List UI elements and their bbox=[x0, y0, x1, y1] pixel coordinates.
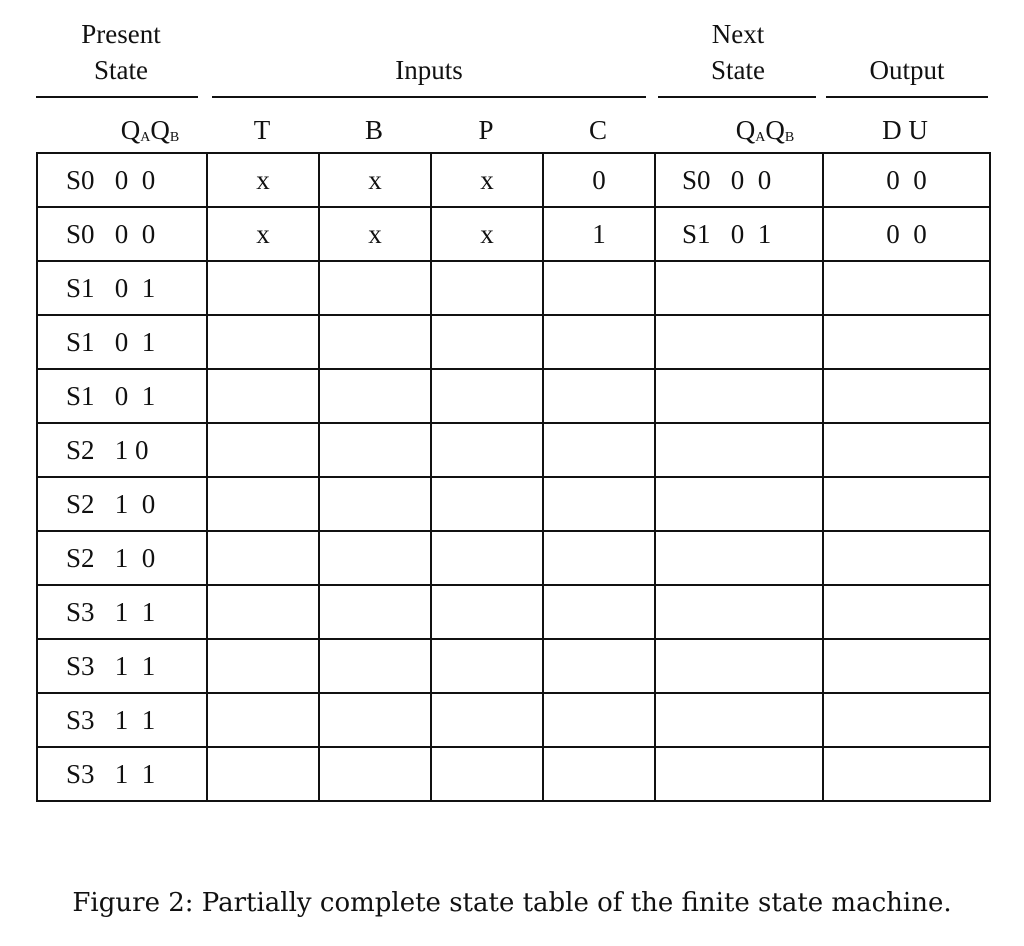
output-cell bbox=[823, 531, 990, 585]
output-cell bbox=[823, 585, 990, 639]
input-t-cell bbox=[207, 369, 319, 423]
table-row bbox=[37, 585, 990, 639]
present-qaqb-label: QAQB bbox=[120, 115, 180, 145]
present-state-cell: S1 0 1 bbox=[37, 369, 207, 423]
next-state-cell bbox=[655, 423, 823, 477]
present-state-cell: S3 1 1 bbox=[37, 585, 207, 639]
next-state-header bbox=[658, 16, 818, 88]
next-state-cell bbox=[655, 531, 823, 585]
input-c-cell bbox=[543, 639, 655, 693]
next-state-cell bbox=[655, 747, 823, 801]
next-state-cell bbox=[655, 693, 823, 747]
input-t-cell bbox=[207, 747, 319, 801]
input-c-cell: 1 bbox=[543, 207, 655, 261]
present-state-header-line1: Present bbox=[81, 19, 161, 49]
table-row bbox=[37, 531, 990, 585]
figure-caption: Figure 2: Partially complete state table of the finite state machine. bbox=[72, 888, 952, 918]
input-t-cell bbox=[207, 261, 319, 315]
present-state-header bbox=[36, 16, 206, 88]
input-t-cell bbox=[207, 531, 319, 585]
output-cell: 0 0 bbox=[823, 153, 990, 207]
output-rule bbox=[826, 96, 988, 98]
table-row bbox=[37, 369, 990, 423]
output-cell bbox=[823, 315, 990, 369]
input-p-cell bbox=[431, 261, 543, 315]
table-row bbox=[37, 639, 990, 693]
output-cell bbox=[823, 369, 990, 423]
present-state-rule bbox=[36, 96, 198, 98]
input-p-cell bbox=[431, 639, 543, 693]
input-c-cell bbox=[543, 369, 655, 423]
input-b-cell bbox=[319, 747, 431, 801]
table-row bbox=[37, 261, 990, 315]
input-b-cell bbox=[319, 261, 431, 315]
input-b-cell bbox=[319, 639, 431, 693]
present-state-cell: S2 1 0 bbox=[37, 423, 207, 477]
present-state-cell: S1 0 1 bbox=[37, 315, 207, 369]
input-c-cell bbox=[543, 261, 655, 315]
input-p-cell bbox=[431, 531, 543, 585]
table-row bbox=[37, 153, 990, 207]
output-cell bbox=[823, 477, 990, 531]
present-state-cell: S2 1 0 bbox=[37, 531, 207, 585]
next-state-cell bbox=[655, 369, 823, 423]
next-state-cell bbox=[655, 315, 823, 369]
input-t-cell bbox=[207, 423, 319, 477]
output-cell: 0 0 bbox=[823, 207, 990, 261]
output-header: Output bbox=[869, 55, 945, 85]
input-t-label: T bbox=[253, 115, 271, 145]
output-cell bbox=[823, 747, 990, 801]
input-b-cell bbox=[319, 477, 431, 531]
table-row bbox=[37, 477, 990, 531]
present-state-cell: S1 0 1 bbox=[37, 261, 207, 315]
input-b-label: B bbox=[364, 115, 383, 145]
next-state-cell bbox=[655, 585, 823, 639]
input-c-cell: 0 bbox=[543, 153, 655, 207]
present-state-cell: S3 1 1 bbox=[37, 747, 207, 801]
input-t-cell bbox=[207, 477, 319, 531]
output-cell bbox=[823, 693, 990, 747]
input-b-cell: x bbox=[319, 207, 431, 261]
input-p-label: P bbox=[478, 115, 494, 145]
input-p-cell bbox=[431, 747, 543, 801]
input-t-cell: x bbox=[207, 153, 319, 207]
next-state-cell: S1 0 1 bbox=[655, 207, 823, 261]
output-cell bbox=[823, 261, 990, 315]
state-table bbox=[36, 152, 991, 802]
input-t-cell bbox=[207, 693, 319, 747]
next-qaqb-label: QAQB bbox=[735, 115, 795, 145]
next-state-cell bbox=[655, 477, 823, 531]
output-cell bbox=[823, 423, 990, 477]
next-state-header-line2: State bbox=[711, 55, 765, 85]
table-row bbox=[37, 747, 990, 801]
input-b-cell bbox=[319, 315, 431, 369]
inputs-header: Inputs bbox=[395, 55, 463, 85]
input-c-cell bbox=[543, 747, 655, 801]
input-t-cell bbox=[207, 639, 319, 693]
input-b-cell bbox=[319, 585, 431, 639]
input-p-cell: x bbox=[431, 153, 543, 207]
input-c-cell bbox=[543, 693, 655, 747]
input-b-cell bbox=[319, 693, 431, 747]
input-p-cell bbox=[431, 585, 543, 639]
input-b-cell bbox=[319, 531, 431, 585]
input-t-cell: x bbox=[207, 207, 319, 261]
input-t-cell bbox=[207, 315, 319, 369]
table-row bbox=[37, 693, 990, 747]
inputs-rule bbox=[212, 96, 646, 98]
next-state-cell bbox=[655, 639, 823, 693]
table-row bbox=[37, 315, 990, 369]
present-state-header-line2: State bbox=[94, 55, 148, 85]
input-c-cell bbox=[543, 585, 655, 639]
present-state-cell: S0 0 0 bbox=[37, 153, 207, 207]
input-p-cell: x bbox=[431, 207, 543, 261]
input-c-cell bbox=[543, 315, 655, 369]
table-row bbox=[37, 423, 990, 477]
input-c-label: C bbox=[588, 115, 607, 145]
present-state-cell: S3 1 1 bbox=[37, 639, 207, 693]
input-p-cell bbox=[431, 477, 543, 531]
next-state-cell bbox=[655, 261, 823, 315]
output-du-label: D U bbox=[882, 115, 928, 145]
input-p-cell bbox=[431, 369, 543, 423]
input-p-cell bbox=[431, 693, 543, 747]
input-b-cell: x bbox=[319, 153, 431, 207]
input-c-cell bbox=[543, 477, 655, 531]
next-state-rule bbox=[658, 96, 816, 98]
next-state-cell: S0 0 0 bbox=[655, 153, 823, 207]
input-p-cell bbox=[431, 315, 543, 369]
present-state-cell: S0 0 0 bbox=[37, 207, 207, 261]
next-state-header-line1: Next bbox=[711, 19, 765, 49]
input-b-cell bbox=[319, 369, 431, 423]
input-c-cell bbox=[543, 531, 655, 585]
present-state-cell: S3 1 1 bbox=[37, 693, 207, 747]
input-p-cell bbox=[431, 423, 543, 477]
input-b-cell bbox=[319, 423, 431, 477]
table-row bbox=[37, 207, 990, 261]
present-state-cell: S2 1 0 bbox=[37, 477, 207, 531]
input-t-cell bbox=[207, 585, 319, 639]
output-cell bbox=[823, 639, 990, 693]
input-c-cell bbox=[543, 423, 655, 477]
